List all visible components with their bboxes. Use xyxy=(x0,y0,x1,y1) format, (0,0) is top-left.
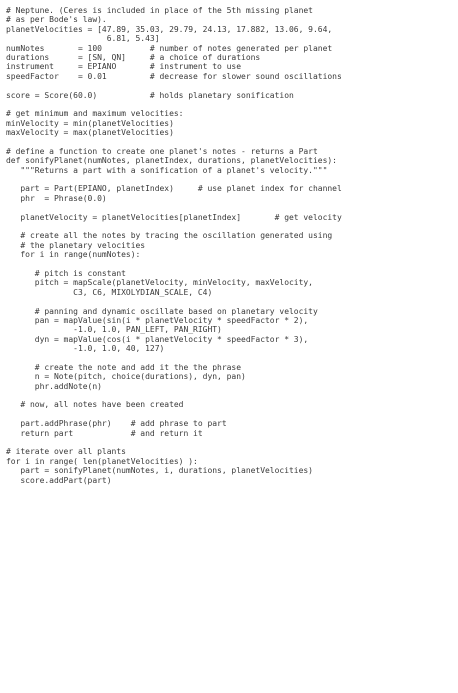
code-line: # pitch is constant xyxy=(6,268,126,278)
code-line: # iterate over all plants xyxy=(6,447,126,457)
code-line: dyn = mapValue(cos(i * planetVelocity * speedFactor * 3), xyxy=(6,334,309,344)
code-line: phr.addNote(n) xyxy=(6,381,102,391)
code-line: def sonifyPlanet(numNotes, planetIndex, durations, planetVelocities): xyxy=(6,156,337,166)
code-line xyxy=(6,391,454,400)
code-line: for i in range( len(planetVelocities) ): xyxy=(6,456,198,466)
code-line: # get minimum and maximum velocities: xyxy=(6,109,184,119)
code-line: pitch = mapScale(planetVelocity, minVelocity, maxVelocity, xyxy=(6,278,313,288)
code-line: # panning and dynamic oscillate based on planetary velocity xyxy=(6,306,318,316)
code-line: # create the note and add it the the phrase xyxy=(6,362,242,372)
code-line: -1.0, 1.0, PAN_LEFT, PAN_RIGHT) xyxy=(6,325,222,335)
code-line: phr = Phrase(0.0) xyxy=(6,193,107,203)
code-line xyxy=(6,100,454,109)
code-line xyxy=(6,137,454,146)
code-line: planetVelocity = planetVelocities[planetIndex] # get velocity xyxy=(6,212,342,222)
code-line: C3, C6, MIXOLYDIAN_SCALE, C4) xyxy=(6,287,213,297)
code-line: pan = mapValue(sin(i * planetVelocity * speedFactor * 2), xyxy=(6,315,309,325)
code-line: part = Part(EPIANO, planetIndex) # use planet index for channel xyxy=(6,184,342,194)
code-line xyxy=(6,297,454,306)
code-line: score = Score(60.0) # holds planetary sonification xyxy=(6,90,294,100)
code-line xyxy=(6,81,454,90)
code-line: planetVelocities = [47.89, 35.03, 29.79, 24.13, 17.882, 13.06, 9.64, xyxy=(6,24,333,34)
code-line: maxVelocity = max(planetVelocities) xyxy=(6,128,174,138)
code-line: return part # and return it xyxy=(6,428,203,438)
code-line: # the planetary velocities xyxy=(6,240,146,250)
code-line xyxy=(6,353,454,362)
code-line: speedFactor = 0.01 # decrease for slower sound oscillations xyxy=(6,71,342,81)
code-line: n = Note(pitch, choice(durations), dyn, pan) xyxy=(6,372,246,382)
code-line: score.addPart(part) xyxy=(6,475,112,485)
code-line: # define a function to create one planet's notes - returns a Part xyxy=(6,146,318,156)
code-line: # as per Bode's law). xyxy=(6,15,107,25)
code-line: -1.0, 1.0, 40, 127) xyxy=(6,344,165,354)
code-line xyxy=(6,438,454,447)
code-line xyxy=(6,410,454,419)
code-line: # now, all notes have been created xyxy=(6,400,184,410)
code-line: minVelocity = min(planetVelocities) xyxy=(6,118,174,128)
code-line: instrument = EPIANO # instrument to use xyxy=(6,62,242,72)
code-line: durations = [SN, QN] # a choice of durations xyxy=(6,52,261,62)
code-line: # create all the notes by tracing the oscillation generated using xyxy=(6,231,333,241)
code-listing xyxy=(6,6,454,485)
code-line xyxy=(6,260,454,269)
code-line: part.addPhrase(phr) # add phrase to part xyxy=(6,419,227,429)
code-line xyxy=(6,203,454,212)
code-line: """Returns a part with a sonification of a planet's velocity.""" xyxy=(6,165,328,175)
code-line: numNotes = 100 # number of notes generated per planet xyxy=(6,43,333,53)
code-line xyxy=(6,175,454,184)
code-line xyxy=(6,222,454,231)
code-line: # Neptune. (Ceres is included in place of the 5th missing planet xyxy=(6,6,313,15)
code-line: 6.81, 5.43] xyxy=(6,34,160,44)
code-line: part = sonifyPlanet(numNotes, i, durations, planetVelocities) xyxy=(6,466,313,476)
code-line: for i in range(numNotes): xyxy=(6,250,141,260)
